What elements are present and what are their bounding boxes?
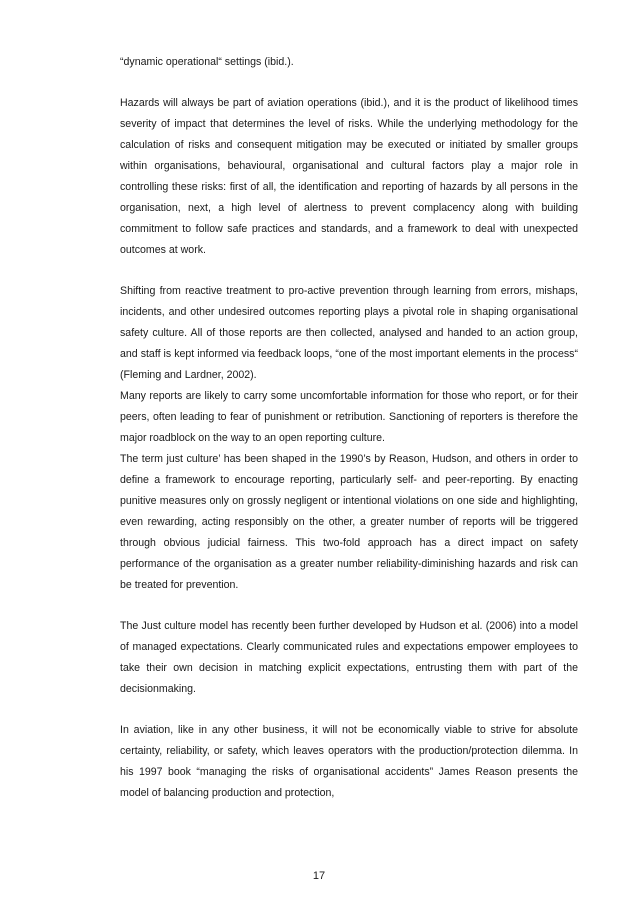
paragraph-hazards: Hazards will always be part of aviation operations (ibid.), and it is the product of likelihood times severity of impact that determines the level of risks. While the underlying methodology for the calculation of risks and consequent mitigation may be executed or initiated by smaller groups within organisations, behavioural, organisational and cultural factors play a major role in controlling these risks: first of all, the identification and reporting of hazards by all persons in the organisation, next, a high level of alertness to prevent complacency along with building commitment to follow safe practices and standards, and a framework to deal with unexpected outcomes at work.	[120, 97, 578, 256]
paragraph-gap	[120, 700, 578, 720]
paragraph-aviation-dilemma: In aviation, like in any other business, it will not be economically viable to strive for absolute certainty, reliability, or safety, which leaves operators with the production/protection dilemma. In his 1997 book “managing the risks of organisational accidents” James Reason presents the model of balancing production and protection,	[120, 724, 578, 799]
paragraph-gap	[120, 596, 578, 616]
body-text	[120, 52, 578, 804]
paragraph-gap	[120, 73, 578, 93]
paragraph-ibid-continuation: “dynamic operational“ settings (ibid.).	[120, 56, 294, 68]
paragraph-just-culture: The term just culture’ has been shaped in the 1990’s by Reason, Hudson, and others in order to define a framework to encourage reporting, particularly self- and peer-reporting. By enacting punitive measures only on grossly negligent or intentional violations on one side and highlighting, even rewarding, acting responsibly on the other, a greater number of reports will be triggered through obvious judicial fairness. This two-fold approach has a direct impact on safety performance of the organisation as a greater number reliability-diminishing hazards and risk can be treated for prevention.	[120, 453, 578, 591]
paragraph-reporting: Shifting from reactive treatment to pro-active prevention through learning from errors, mishaps, incidents, and other undesired outcomes reporting plays a pivotal role in shaping organisational safety culture. All of those reports are then collected, analysed and handed to an action group, and staff is kept informed via feedback loops, “one of the most important elements in the process“ (Fleming and Lardner, 2002).	[120, 285, 578, 381]
page-number: 17	[312, 870, 326, 882]
paragraph-gap	[120, 261, 578, 281]
paragraph-fear-of-punishment: Many reports are likely to carry some uncomfortable information for those who report, or for their peers, often leading to fear of punishment or retribution. Sanctioning of reporters is therefore the major roadblock on the way to an open reporting culture.	[120, 390, 578, 444]
paragraph-managed-expectations: The Just culture model has recently been further developed by Hudson et al. (2006) into a model of managed expectations. Clearly communicated rules and expectations empower employees to take their own decision in matching explicit expectations, entrusting them with part of the decisionmaking.	[120, 620, 578, 695]
